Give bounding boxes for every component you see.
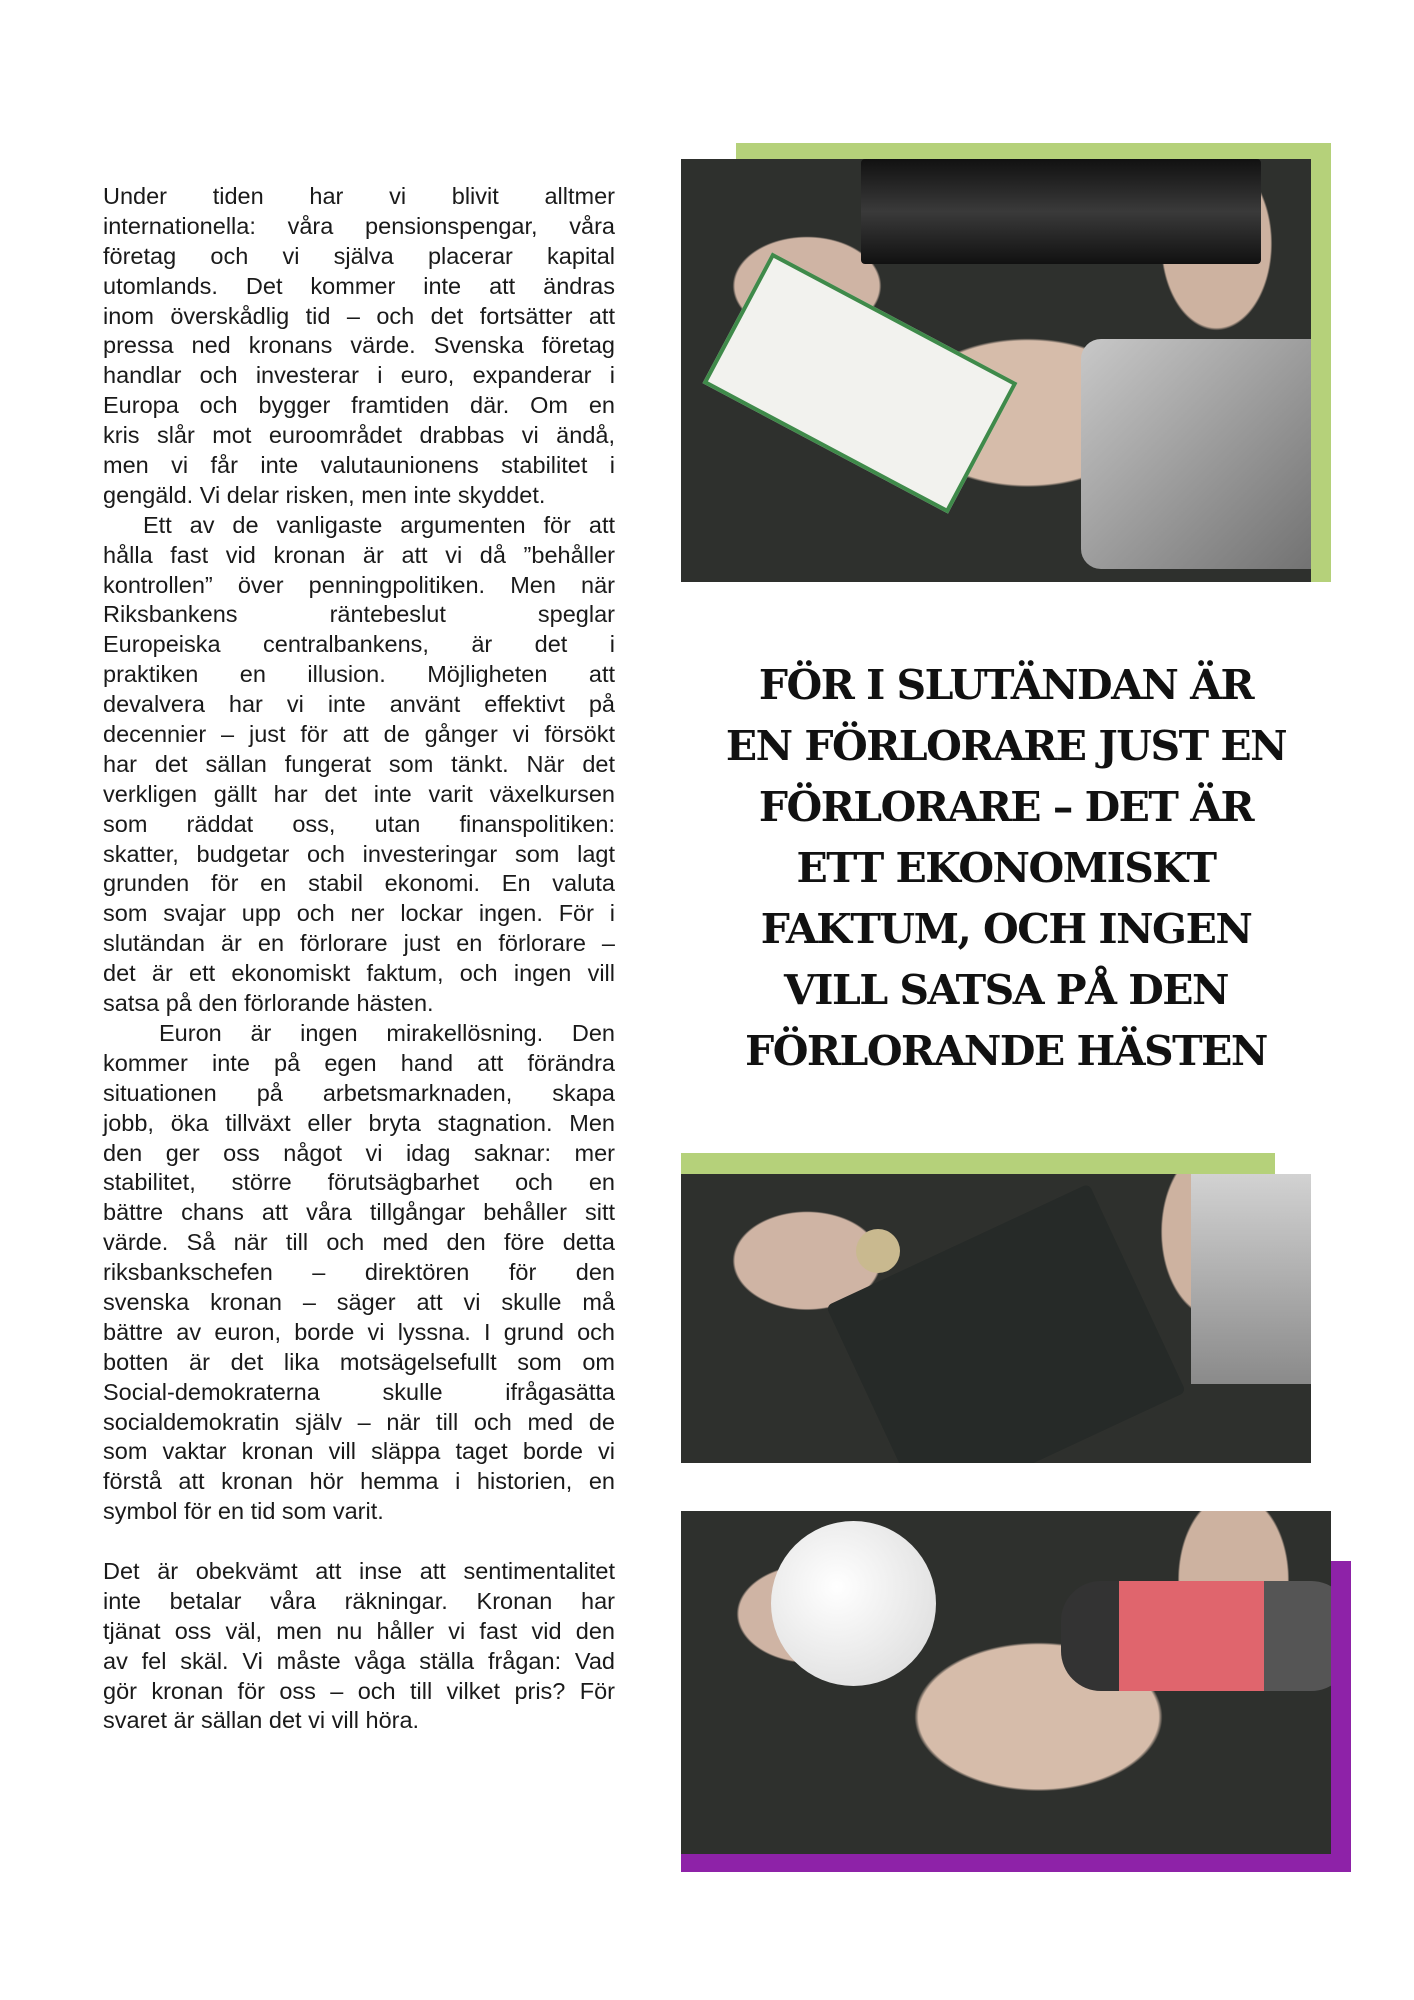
photo-camera-lens-instax bbox=[681, 159, 1311, 582]
text-line: Europa och bygger framtiden där. Om en bbox=[103, 392, 615, 419]
text-line: riksbankschefen – direktören för den bbox=[103, 1259, 615, 1286]
slr-camera bbox=[1081, 339, 1311, 569]
pull-quote bbox=[681, 655, 1331, 1082]
text-line: kontrollen” över penningpolitiken. Men när bbox=[103, 571, 615, 598]
text-line: slutändan är en förlorare just en förlorare – bbox=[103, 930, 615, 957]
text-line: hålla fast vid kronan är att vi då ”behåller bbox=[103, 541, 615, 568]
text-line: botten är det lika motsägelsefullt som om bbox=[103, 1348, 615, 1375]
text-line: handlar och investerar i euro, expanderar i bbox=[103, 362, 615, 389]
paragraph-3 bbox=[103, 1019, 615, 1527]
paragraph-4 bbox=[103, 1557, 615, 1736]
text-line: Europeiska centralbankens, är det i bbox=[103, 631, 615, 658]
text-line: det är ett ekonomiskt faktum, och ingen vill bbox=[103, 960, 615, 987]
text-line: kris slår mot euroområdet drabbas vi ändå, bbox=[103, 422, 615, 449]
text-line: pressa ned kronans värde. Svenska företag bbox=[103, 332, 615, 359]
paragraph-1 bbox=[103, 182, 615, 511]
text-line: symbol för en tid som varit. bbox=[103, 1498, 384, 1525]
text-line: Riksbankens räntebeslut speglar bbox=[103, 601, 615, 628]
tripod-head bbox=[1061, 1581, 1331, 1691]
text-line: grunden för en stabil ekonomi. En valuta bbox=[103, 870, 615, 897]
text-line: jobb, öka tillväxt eller bryta stagnation. Men bbox=[103, 1109, 615, 1136]
pull-quote-line: VILL SATSA PÅ DEN bbox=[784, 966, 1228, 1014]
text-line: som svajar upp och ner lockar ingen. För i bbox=[103, 900, 615, 927]
globe bbox=[771, 1521, 936, 1686]
pull-quote-line: FAKTUM, OCH INGEN bbox=[760, 905, 1252, 953]
text-line: värde. Så när till och med den före detta bbox=[103, 1229, 615, 1256]
text-line: decennier – just för att de gånger vi försökt bbox=[103, 721, 615, 748]
text-line: förstå att kronan hör hemma i historien, en bbox=[103, 1468, 615, 1495]
text-line: svenska kronan – säger att vi skulle må bbox=[103, 1288, 615, 1315]
pull-quote-line: FÖR I SLUTÄNDAN ÄR bbox=[758, 661, 1254, 709]
text-line: har det sällan fungerat som tänkt. När det bbox=[103, 750, 615, 777]
text-line: verkligen gällt har det inte varit växelkursen bbox=[103, 780, 615, 807]
coin bbox=[856, 1229, 900, 1273]
text-line: Euron är ingen mirakellösning. Den bbox=[159, 1019, 615, 1046]
text-line: bättre chans att våra tillgångar behåller sitt bbox=[103, 1199, 615, 1226]
text-line: skatter, budgetar och investeringar som lagt bbox=[103, 840, 615, 867]
text-line: den ger oss något vi idag saknar: mer bbox=[103, 1139, 615, 1166]
text-line: gör kronan för oss – och till vilket pris? För bbox=[103, 1677, 615, 1704]
instax-film-box bbox=[703, 252, 1018, 513]
text-line: bättre av euron, borde vi lyssna. I grund och bbox=[103, 1318, 615, 1345]
pull-quote-line: FÖRLORANDE HÄSTEN bbox=[745, 1027, 1267, 1075]
photo-passport-camera bbox=[681, 1174, 1311, 1463]
text-line: tjänat oss väl, men nu håller vi fast vid den bbox=[103, 1617, 615, 1644]
text-line: situationen på arbetsmarknaden, skapa bbox=[103, 1079, 615, 1106]
text-line: svaret är sällan det vi vill höra. bbox=[103, 1707, 420, 1734]
text-line: socialdemokratin själv – när till och med de bbox=[103, 1408, 615, 1435]
text-line: som vaktar kronan vill släppa taget borde vi bbox=[103, 1438, 615, 1465]
text-line: kommer inte på egen hand att förändra bbox=[103, 1049, 615, 1076]
paragraph-gap bbox=[103, 1527, 615, 1557]
text-line: stabilitet, större förutsägbarhet och en bbox=[103, 1169, 615, 1196]
text-line: som räddat oss, utan finanspolitiken: bbox=[103, 810, 615, 837]
text-line: inom överskådlig tid – och det fortsätter att bbox=[103, 302, 615, 329]
text-line: praktiken en illusion. Möjligheten att bbox=[103, 661, 615, 688]
telephoto-lens bbox=[861, 159, 1261, 264]
text-line: gengäld. Vi delar risken, men inte skyddet. bbox=[103, 481, 546, 508]
text-line: företag och vi själva placerar kapital bbox=[103, 242, 615, 269]
text-line: internationella: våra pensionspengar, våra bbox=[103, 212, 615, 239]
text-line: devalvera har vi inte använt effektivt på bbox=[103, 691, 615, 718]
green-accent-bar-2 bbox=[681, 1153, 1275, 1174]
pull-quote-line: ETT EKONOMISKT bbox=[796, 844, 1216, 892]
text-line: men vi får inte valutaunionens stabilitet i bbox=[103, 452, 615, 479]
text-line: av fel skäl. Vi måste våga ställa frågan: Vad bbox=[103, 1647, 615, 1674]
rangefinder-camera bbox=[1191, 1174, 1311, 1384]
text-line: satsa på den förlorande hästen. bbox=[103, 990, 434, 1017]
text-line: Det är obekvämt att inse att sentimentalitet bbox=[103, 1557, 615, 1584]
paragraph-2 bbox=[103, 511, 615, 1019]
text-line: Social-demokraterna skulle ifrågasätta bbox=[103, 1378, 615, 1405]
text-line: Under tiden har vi blivit alltmer bbox=[103, 183, 615, 209]
text-line: utomlands. Det kommer inte att ändras bbox=[103, 272, 615, 299]
pull-quote-line: EN FÖRLORARE JUST EN bbox=[725, 722, 1287, 770]
pull-quote-line: FÖRLORARE – DET ÄR bbox=[758, 783, 1254, 831]
passport bbox=[826, 1183, 1186, 1463]
article-body bbox=[103, 182, 615, 1736]
text-line: Ett av de vanligaste argumenten för att bbox=[143, 511, 615, 538]
text-line: inte betalar våra räkningar. Kronan har bbox=[103, 1587, 615, 1614]
photo-globe-tripod bbox=[681, 1511, 1331, 1854]
